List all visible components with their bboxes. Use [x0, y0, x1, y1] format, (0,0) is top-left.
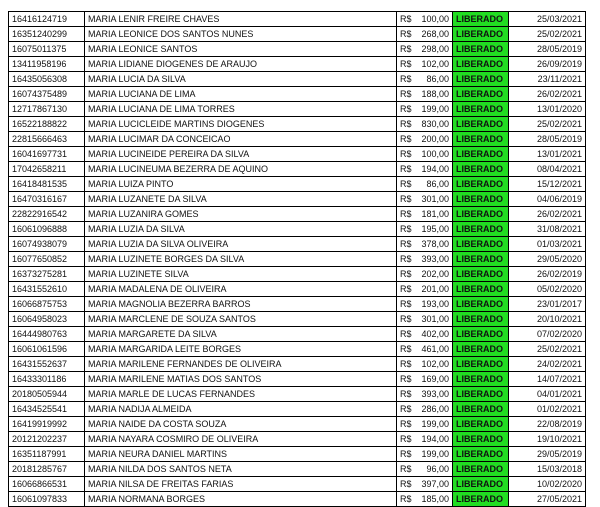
- amount-value: 86,00: [426, 74, 449, 84]
- nis-cell: 16061096888: [9, 222, 85, 237]
- nis-cell: 13411958196: [9, 57, 85, 72]
- status-cell: LIBERADO: [453, 372, 509, 387]
- table-row: [9, 147, 586, 162]
- table-row: [9, 327, 586, 342]
- name-cell: MARIA MADALENA DE OLIVEIRA: [85, 282, 397, 297]
- currency-symbol: R$: [400, 314, 412, 324]
- amount-cell: [397, 192, 453, 207]
- currency-symbol: R$: [400, 74, 412, 84]
- nis-cell: 16066866531: [9, 477, 85, 492]
- status-cell: LIBERADO: [453, 207, 509, 222]
- name-cell: MARIA LENIR FREIRE CHAVES: [85, 12, 397, 27]
- nis-cell: 16061061596: [9, 342, 85, 357]
- currency-symbol: R$: [400, 14, 412, 24]
- date-cell: 13/01/2021: [509, 147, 586, 162]
- currency-symbol: R$: [400, 104, 412, 114]
- currency-symbol: R$: [400, 209, 412, 219]
- date-cell: 07/02/2020: [509, 327, 586, 342]
- date-cell: 20/10/2021: [509, 312, 586, 327]
- name-cell: MARIA LIDIANE DIOGENES DE ARAUJO: [85, 57, 397, 72]
- date-cell: 04/01/2021: [509, 387, 586, 402]
- amount-value: 195,00: [421, 224, 449, 234]
- table-row: [9, 72, 586, 87]
- nis-cell: 16351240299: [9, 27, 85, 42]
- nis-cell: 16373275281: [9, 267, 85, 282]
- status-cell: LIBERADO: [453, 12, 509, 27]
- date-cell: 14/07/2021: [509, 372, 586, 387]
- name-cell: MARIA NEURA DANIEL MARTINS: [85, 447, 397, 462]
- table-row: [9, 27, 586, 42]
- amount-cell: [397, 342, 453, 357]
- name-cell: MARIA LUCIA DA SILVA: [85, 72, 397, 87]
- status-cell: LIBERADO: [453, 417, 509, 432]
- currency-symbol: R$: [400, 284, 412, 294]
- name-cell: MARIA NILSA DE FREITAS FARIAS: [85, 477, 397, 492]
- amount-cell: [397, 147, 453, 162]
- table-row: [9, 207, 586, 222]
- amount-cell: [397, 162, 453, 177]
- status-cell: LIBERADO: [453, 402, 509, 417]
- date-cell: 23/01/2017: [509, 297, 586, 312]
- amount-cell: [397, 87, 453, 102]
- date-cell: 25/02/2021: [509, 342, 586, 357]
- table-row: [9, 387, 586, 402]
- table-row: [9, 102, 586, 117]
- date-cell: 25/03/2021: [509, 12, 586, 27]
- table-row: [9, 12, 586, 27]
- currency-symbol: R$: [400, 29, 412, 39]
- amount-value: 830,00: [421, 119, 449, 129]
- date-cell: 10/02/2020: [509, 477, 586, 492]
- currency-symbol: R$: [400, 464, 412, 474]
- currency-symbol: R$: [400, 299, 412, 309]
- name-cell: MARIA LUCINEIDE PEREIRA DA SILVA: [85, 147, 397, 162]
- table-row: [9, 282, 586, 297]
- beneficiary-table: [8, 11, 586, 507]
- status-cell: LIBERADO: [453, 42, 509, 57]
- nis-cell: 20121202237: [9, 432, 85, 447]
- amount-value: 298,00: [421, 44, 449, 54]
- table-row: [9, 177, 586, 192]
- date-cell: 22/08/2019: [509, 417, 586, 432]
- amount-cell: [397, 57, 453, 72]
- status-cell: LIBERADO: [453, 177, 509, 192]
- amount-cell: [397, 27, 453, 42]
- nis-cell: 16433301186: [9, 372, 85, 387]
- currency-symbol: R$: [400, 389, 412, 399]
- name-cell: MARIA MARILENE FERNANDES DE OLIVEIRA: [85, 357, 397, 372]
- amount-cell: [397, 117, 453, 132]
- name-cell: MARIA MARILENE MATIAS DOS SANTOS: [85, 372, 397, 387]
- amount-cell: [397, 222, 453, 237]
- amount-cell: [397, 42, 453, 57]
- table-row: [9, 237, 586, 252]
- amount-value: 461,00: [421, 344, 449, 354]
- status-cell: LIBERADO: [453, 192, 509, 207]
- amount-cell: [397, 477, 453, 492]
- amount-value: 86,00: [426, 179, 449, 189]
- amount-cell: [397, 357, 453, 372]
- nis-cell: 16064958023: [9, 312, 85, 327]
- currency-symbol: R$: [400, 434, 412, 444]
- currency-symbol: R$: [400, 419, 412, 429]
- nis-cell: 16074375489: [9, 87, 85, 102]
- amount-value: 185,00: [421, 494, 449, 504]
- currency-symbol: R$: [400, 44, 412, 54]
- amount-cell: [397, 492, 453, 507]
- amount-cell: [397, 102, 453, 117]
- table-row: [9, 357, 586, 372]
- nis-cell: 16416124719: [9, 12, 85, 27]
- table-row: [9, 462, 586, 477]
- amount-cell: [397, 282, 453, 297]
- amount-value: 393,00: [421, 389, 449, 399]
- table-row: [9, 117, 586, 132]
- amount-value: 194,00: [421, 434, 449, 444]
- date-cell: 31/08/2021: [509, 222, 586, 237]
- date-cell: 28/05/2019: [509, 42, 586, 57]
- nis-cell: 16066875753: [9, 297, 85, 312]
- name-cell: MARIA LUZIA DA SILVA: [85, 222, 397, 237]
- nis-cell: 16075011375: [9, 42, 85, 57]
- nis-cell: 16077650852: [9, 252, 85, 267]
- amount-cell: [397, 297, 453, 312]
- currency-symbol: R$: [400, 119, 412, 129]
- currency-symbol: R$: [400, 374, 412, 384]
- name-cell: MARIA MARLE DE LUCAS FERNANDES: [85, 387, 397, 402]
- amount-cell: [397, 372, 453, 387]
- nis-cell: 16435056308: [9, 72, 85, 87]
- currency-symbol: R$: [400, 269, 412, 279]
- nis-cell: 16444980763: [9, 327, 85, 342]
- name-cell: MARIA MARGARIDA LEITE BORGES: [85, 342, 397, 357]
- currency-symbol: R$: [400, 239, 412, 249]
- status-cell: LIBERADO: [453, 477, 509, 492]
- name-cell: MARIA MARCLENE DE SOUZA SANTOS: [85, 312, 397, 327]
- nis-cell: 16074938079: [9, 237, 85, 252]
- status-cell: LIBERADO: [453, 282, 509, 297]
- currency-symbol: R$: [400, 89, 412, 99]
- amount-value: 378,00: [421, 239, 449, 249]
- amount-cell: [397, 132, 453, 147]
- status-cell: LIBERADO: [453, 312, 509, 327]
- status-cell: LIBERADO: [453, 297, 509, 312]
- table-body: [9, 12, 586, 507]
- status-cell: LIBERADO: [453, 267, 509, 282]
- status-cell: LIBERADO: [453, 222, 509, 237]
- name-cell: MARIA LUCIANA DE LIMA TORRES: [85, 102, 397, 117]
- currency-symbol: R$: [400, 359, 412, 369]
- status-cell: LIBERADO: [453, 492, 509, 507]
- amount-cell: [397, 312, 453, 327]
- status-cell: LIBERADO: [453, 237, 509, 252]
- currency-symbol: R$: [400, 194, 412, 204]
- date-cell: 27/05/2021: [509, 492, 586, 507]
- amount-value: 181,00: [421, 209, 449, 219]
- table-row: [9, 477, 586, 492]
- name-cell: MARIA NAYARA COSMIRO DE OLIVEIRA: [85, 432, 397, 447]
- table-row: [9, 297, 586, 312]
- date-cell: 13/01/2020: [509, 102, 586, 117]
- date-cell: 24/02/2021: [509, 357, 586, 372]
- status-cell: LIBERADO: [453, 252, 509, 267]
- currency-symbol: R$: [400, 164, 412, 174]
- amount-cell: [397, 267, 453, 282]
- status-cell: LIBERADO: [453, 327, 509, 342]
- name-cell: MARIA NADIJA ALMEIDA: [85, 402, 397, 417]
- amount-value: 199,00: [421, 419, 449, 429]
- amount-cell: [397, 387, 453, 402]
- status-cell: LIBERADO: [453, 462, 509, 477]
- nis-cell: 12717867130: [9, 102, 85, 117]
- amount-value: 286,00: [421, 404, 449, 414]
- amount-value: 397,00: [421, 479, 449, 489]
- name-cell: MARIA LUCINEUMA BEZERRA DE AQUINO: [85, 162, 397, 177]
- name-cell: MARIA LUZANIRA GOMES: [85, 207, 397, 222]
- nis-cell: 16470316167: [9, 192, 85, 207]
- nis-cell: 16351187991: [9, 447, 85, 462]
- name-cell: MARIA LEONICE SANTOS: [85, 42, 397, 57]
- date-cell: 04/06/2019: [509, 192, 586, 207]
- amount-value: 200,00: [421, 134, 449, 144]
- date-cell: 01/02/2021: [509, 402, 586, 417]
- nis-cell: 16431552610: [9, 282, 85, 297]
- amount-cell: [397, 12, 453, 27]
- amount-cell: [397, 207, 453, 222]
- name-cell: MARIA LUZANETE DA SILVA: [85, 192, 397, 207]
- table-row: [9, 402, 586, 417]
- currency-symbol: R$: [400, 449, 412, 459]
- status-cell: LIBERADO: [453, 27, 509, 42]
- date-cell: 26/02/2019: [509, 267, 586, 282]
- amount-cell: [397, 327, 453, 342]
- amount-value: 100,00: [421, 14, 449, 24]
- name-cell: MARIA NILDA DOS SANTOS NETA: [85, 462, 397, 477]
- date-cell: 28/05/2019: [509, 132, 586, 147]
- table-row: [9, 342, 586, 357]
- date-cell: 29/05/2020: [509, 252, 586, 267]
- date-cell: 15/12/2021: [509, 177, 586, 192]
- table-row: [9, 42, 586, 57]
- status-cell: LIBERADO: [453, 162, 509, 177]
- date-cell: 19/10/2021: [509, 432, 586, 447]
- amount-value: 102,00: [421, 359, 449, 369]
- status-cell: LIBERADO: [453, 342, 509, 357]
- amount-value: 96,00: [426, 464, 449, 474]
- table-row: [9, 432, 586, 447]
- name-cell: MARIA LUCIMAR DA CONCEICAO: [85, 132, 397, 147]
- currency-symbol: R$: [400, 329, 412, 339]
- name-cell: MARIA LUIZA PINTO: [85, 177, 397, 192]
- nis-cell: 20181285767: [9, 462, 85, 477]
- nis-cell: 16419919992: [9, 417, 85, 432]
- amount-cell: [397, 237, 453, 252]
- date-cell: 26/02/2021: [509, 87, 586, 102]
- currency-symbol: R$: [400, 179, 412, 189]
- amount-value: 268,00: [421, 29, 449, 39]
- amount-cell: [397, 72, 453, 87]
- nis-cell: 16061097833: [9, 492, 85, 507]
- nis-cell: 17042658211: [9, 162, 85, 177]
- status-cell: LIBERADO: [453, 447, 509, 462]
- status-cell: LIBERADO: [453, 117, 509, 132]
- date-cell: 29/05/2019: [509, 447, 586, 462]
- table-row: [9, 372, 586, 387]
- amount-value: 201,00: [421, 284, 449, 294]
- amount-value: 102,00: [421, 59, 449, 69]
- nis-cell: 20180505944: [9, 387, 85, 402]
- currency-symbol: R$: [400, 149, 412, 159]
- table-row: [9, 267, 586, 282]
- nis-cell: 22822916542: [9, 207, 85, 222]
- date-cell: 26/09/2019: [509, 57, 586, 72]
- date-cell: 05/02/2020: [509, 282, 586, 297]
- status-cell: LIBERADO: [453, 147, 509, 162]
- table-row: [9, 222, 586, 237]
- name-cell: MARIA NAIDE DA COSTA SOUZA: [85, 417, 397, 432]
- amount-cell: [397, 417, 453, 432]
- date-cell: 26/02/2021: [509, 207, 586, 222]
- amount-value: 402,00: [421, 329, 449, 339]
- status-cell: LIBERADO: [453, 132, 509, 147]
- nis-cell: 16041697731: [9, 147, 85, 162]
- amount-value: 301,00: [421, 194, 449, 204]
- amount-value: 199,00: [421, 449, 449, 459]
- name-cell: MARIA LUCIANA DE LIMA: [85, 87, 397, 102]
- nis-cell: 16434525541: [9, 402, 85, 417]
- amount-cell: [397, 462, 453, 477]
- name-cell: MARIA MAGNOLIA BEZERRA BARROS: [85, 297, 397, 312]
- status-cell: LIBERADO: [453, 102, 509, 117]
- name-cell: MARIA LUZIA DA SILVA OLIVEIRA: [85, 237, 397, 252]
- nis-cell: 16522188822: [9, 117, 85, 132]
- table-row: [9, 162, 586, 177]
- amount-value: 194,00: [421, 164, 449, 174]
- currency-symbol: R$: [400, 479, 412, 489]
- amount-value: 193,00: [421, 299, 449, 309]
- status-cell: LIBERADO: [453, 387, 509, 402]
- name-cell: MARIA LUZINETE SILVA: [85, 267, 397, 282]
- name-cell: MARIA MARGARETE DA SILVA: [85, 327, 397, 342]
- status-cell: LIBERADO: [453, 72, 509, 87]
- table-row: [9, 312, 586, 327]
- currency-symbol: R$: [400, 494, 412, 504]
- amount-cell: [397, 402, 453, 417]
- currency-symbol: R$: [400, 404, 412, 414]
- table-row: [9, 447, 586, 462]
- name-cell: MARIA LUZINETE BORGES DA SILVA: [85, 252, 397, 267]
- table-row: [9, 192, 586, 207]
- table-row: [9, 87, 586, 102]
- amount-cell: [397, 177, 453, 192]
- amount-value: 199,00: [421, 104, 449, 114]
- status-cell: LIBERADO: [453, 432, 509, 447]
- name-cell: MARIA NORMANA BORGES: [85, 492, 397, 507]
- table-row: [9, 132, 586, 147]
- amount-value: 202,00: [421, 269, 449, 279]
- status-cell: LIBERADO: [453, 87, 509, 102]
- nis-cell: 16418481535: [9, 177, 85, 192]
- table-row: [9, 57, 586, 72]
- table-row: [9, 417, 586, 432]
- name-cell: MARIA LEONICE DOS SANTOS NUNES: [85, 27, 397, 42]
- amount-value: 169,00: [421, 374, 449, 384]
- status-cell: LIBERADO: [453, 57, 509, 72]
- amount-value: 188,00: [421, 89, 449, 99]
- amount-value: 301,00: [421, 314, 449, 324]
- nis-cell: 22815666463: [9, 132, 85, 147]
- amount-value: 393,00: [421, 254, 449, 264]
- date-cell: 25/02/2021: [509, 27, 586, 42]
- currency-symbol: R$: [400, 344, 412, 354]
- amount-cell: [397, 432, 453, 447]
- date-cell: 01/03/2021: [509, 237, 586, 252]
- nis-cell: 16431552637: [9, 357, 85, 372]
- amount-value: 100,00: [421, 149, 449, 159]
- currency-symbol: R$: [400, 59, 412, 69]
- currency-symbol: R$: [400, 254, 412, 264]
- currency-symbol: R$: [400, 134, 412, 144]
- currency-symbol: R$: [400, 224, 412, 234]
- date-cell: 25/02/2021: [509, 117, 586, 132]
- date-cell: 08/04/2021: [509, 162, 586, 177]
- amount-cell: [397, 447, 453, 462]
- amount-cell: [397, 252, 453, 267]
- date-cell: 15/03/2018: [509, 462, 586, 477]
- name-cell: MARIA LUCICLEIDE MARTINS DIOGENES: [85, 117, 397, 132]
- table-row: [9, 252, 586, 267]
- date-cell: 23/11/2021: [509, 72, 586, 87]
- status-cell: LIBERADO: [453, 357, 509, 372]
- table-row: [9, 492, 586, 507]
